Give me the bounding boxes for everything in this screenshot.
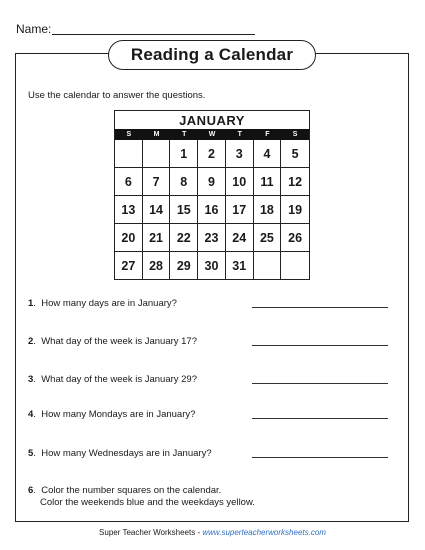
calendar-day-cell: 26 (281, 224, 309, 252)
calendar-day-cell: 7 (143, 168, 171, 196)
question-number: 1 (28, 298, 34, 309)
calendar-day-cell: 30 (198, 252, 226, 279)
calendar-day-cell: 4 (254, 140, 282, 168)
answer-line-1[interactable] (252, 307, 388, 308)
calendar-day-cell: 25 (254, 224, 282, 252)
calendar-day-cell: 23 (198, 224, 226, 252)
day-header: F (265, 131, 270, 138)
calendar-day-cell: 15 (170, 196, 198, 224)
question-3: 3. What day of the week is January 29? (28, 374, 197, 385)
calendar-empty-cell (115, 140, 143, 168)
calendar-day-cell: 19 (281, 196, 309, 224)
calendar-day-cell: 12 (281, 168, 309, 196)
question-text-line2: Color the weekends blue and the weekdays yellow. (40, 497, 255, 508)
question-4: 4. How many Mondays are in January? (28, 409, 196, 420)
day-header: T (182, 131, 187, 138)
calendar-day-cell: 8 (170, 168, 198, 196)
calendar-grid (115, 140, 309, 279)
calendar-day-cell: 2 (198, 140, 226, 168)
footer-brand: Super Teacher Worksheets (99, 528, 196, 537)
calendar-day-cell: 22 (170, 224, 198, 252)
question-text: How many Wednesdays are in January? (41, 448, 212, 459)
day-header: S (126, 131, 132, 138)
calendar-day-cell: 18 (254, 196, 282, 224)
calendar-day-cell: 1 (170, 140, 198, 168)
day-header: W (208, 131, 216, 138)
day-header: M (153, 131, 160, 138)
calendar-day-cell: 20 (115, 224, 143, 252)
question-5: 5. How many Wednesdays are in January? (28, 448, 212, 459)
calendar-day-cell: 3 (226, 140, 254, 168)
calendar-day-cell: 14 (143, 196, 171, 224)
calendar-empty-cell (143, 140, 171, 168)
question-text: How many Mondays are in January? (41, 409, 196, 420)
calendar-day-cell: 10 (226, 168, 254, 196)
question-number: 2 (28, 336, 34, 347)
calendar-day-cell: 24 (226, 224, 254, 252)
calendar-day-cell: 16 (198, 196, 226, 224)
day-header: T (237, 131, 242, 138)
question-number: 6 (28, 485, 34, 496)
calendar-day-cell: 6 (115, 168, 143, 196)
footer (0, 528, 425, 537)
question-number: 3 (28, 374, 34, 385)
page-title: Reading a Calendar (108, 40, 316, 70)
footer-url[interactable]: www.superteacherworksheets.com (202, 528, 326, 537)
question-2: 2. What day of the week is January 17? (28, 336, 197, 347)
calendar-day-cell: 29 (170, 252, 198, 279)
calendar-day-cell: 5 (281, 140, 309, 168)
calendar-day-cell: 21 (143, 224, 171, 252)
calendar-day-cell: 9 (198, 168, 226, 196)
answer-line-3[interactable] (252, 383, 388, 384)
calendar-day-cell: 17 (226, 196, 254, 224)
calendar-empty-cell (281, 252, 309, 279)
question-text: What day of the week is January 29? (41, 374, 197, 385)
name-label: Name: (16, 22, 52, 36)
question-6: 6. Color the number squares on the calendar. Color the weekends blue and the weekdays yellow. (28, 485, 255, 508)
answer-line-4[interactable] (252, 418, 388, 419)
calendar (114, 110, 310, 280)
calendar-day-cell: 13 (115, 196, 143, 224)
day-header-row (115, 129, 309, 140)
footer-separator: - (195, 528, 203, 537)
calendar-day-cell: 28 (143, 252, 171, 279)
question-text: How many days are in January? (41, 298, 177, 309)
question-number: 4 (28, 409, 34, 420)
calendar-day-cell: 31 (226, 252, 254, 279)
question-number: 5 (28, 448, 34, 459)
question-text-line1: Color the number squares on the calendar. (41, 485, 222, 496)
question-1: 1. How many days are in January? (28, 298, 177, 309)
calendar-day-cell: 27 (115, 252, 143, 279)
calendar-month: JANUARY (179, 112, 245, 128)
answer-line-2[interactable] (252, 345, 388, 346)
day-header: S (292, 131, 298, 138)
instructions: Use the calendar to answer the questions. (28, 90, 206, 101)
question-text: What day of the week is January 17? (41, 336, 197, 347)
calendar-empty-cell (254, 252, 282, 279)
name-line[interactable] (52, 34, 255, 35)
calendar-day-cell: 11 (254, 168, 282, 196)
answer-line-5[interactable] (252, 457, 388, 458)
